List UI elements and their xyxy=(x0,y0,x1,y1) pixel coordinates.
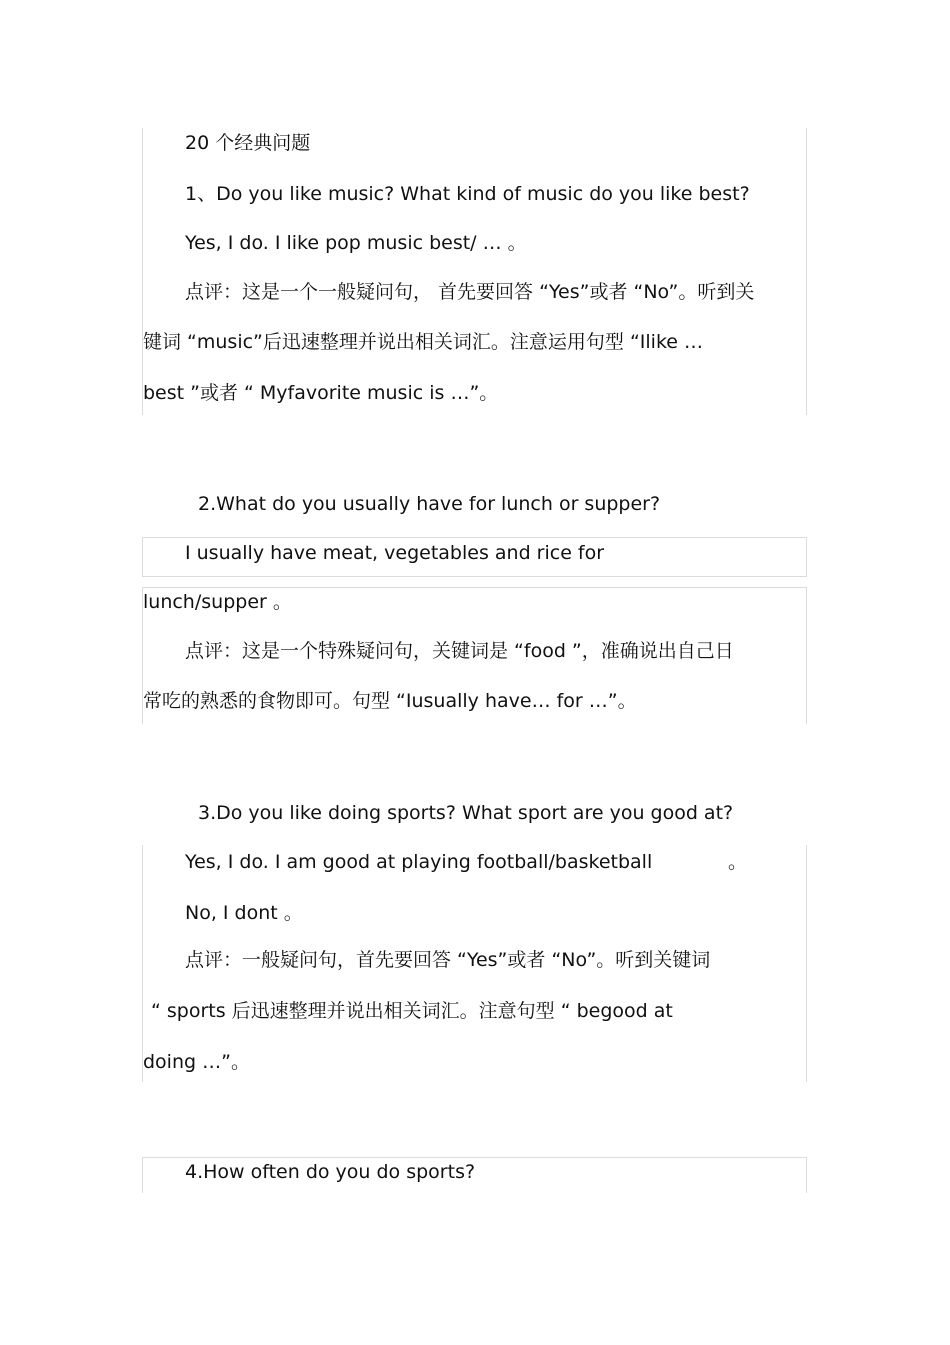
comment-3-line-1: 点评：一般疑问句，首先要回答 “Yes”或者 “No”。听到关键词 xyxy=(185,949,711,971)
comment-1-line-1: 点评：这是一个一般疑问句， 首先要回答 “Yes”或者 “No”。听到关 xyxy=(185,281,755,303)
answer-2-line-2: lunch/supper 。 xyxy=(143,591,292,613)
answer-3-line-1: Yes, I do. I am good at playing football/basketball xyxy=(185,851,653,873)
question-1: 1、Do you like music? What kind of music do you like best? xyxy=(185,183,750,205)
question-3: 3.Do you like doing sports? What sport are you good at? xyxy=(198,802,734,824)
answer-3-line-1-end: 。 xyxy=(728,851,748,873)
comment-3-line-2: “ sports 后迅速整理并说出相关词汇。注意句型 “ begood at xyxy=(151,1000,673,1022)
comment-2-line-1: 点评：这是一个特殊疑问句，关键词是 “food ”，准确说出自己日 xyxy=(185,640,734,662)
comment-1-line-2: 键词 “music”后迅速整理并说出相关词汇。注意运用句型 “Ilike … xyxy=(143,331,704,353)
answer-2-line-1: I usually have meat, vegetables and rice for xyxy=(185,542,605,564)
answer-3-line-2: No, I dont 。 xyxy=(185,902,303,924)
question-4: 4.How often do you do sports? xyxy=(185,1161,476,1183)
answer-1: Yes, I do. I like pop music best/ … 。 xyxy=(185,232,527,254)
comment-3-line-3: doing …”。 xyxy=(143,1051,250,1073)
frame-block-1 xyxy=(142,128,807,415)
comment-2-line-2: 常吃的熟悉的食物即可。句型 “Iusually have… for …”。 xyxy=(143,690,637,712)
comment-1-line-3: best ”或者 “ Myfavorite music is …”。 xyxy=(143,382,499,404)
question-2: 2.What do you usually have for lunch or supper? xyxy=(198,493,661,515)
page-title: 20 个经典问题 xyxy=(185,132,311,154)
